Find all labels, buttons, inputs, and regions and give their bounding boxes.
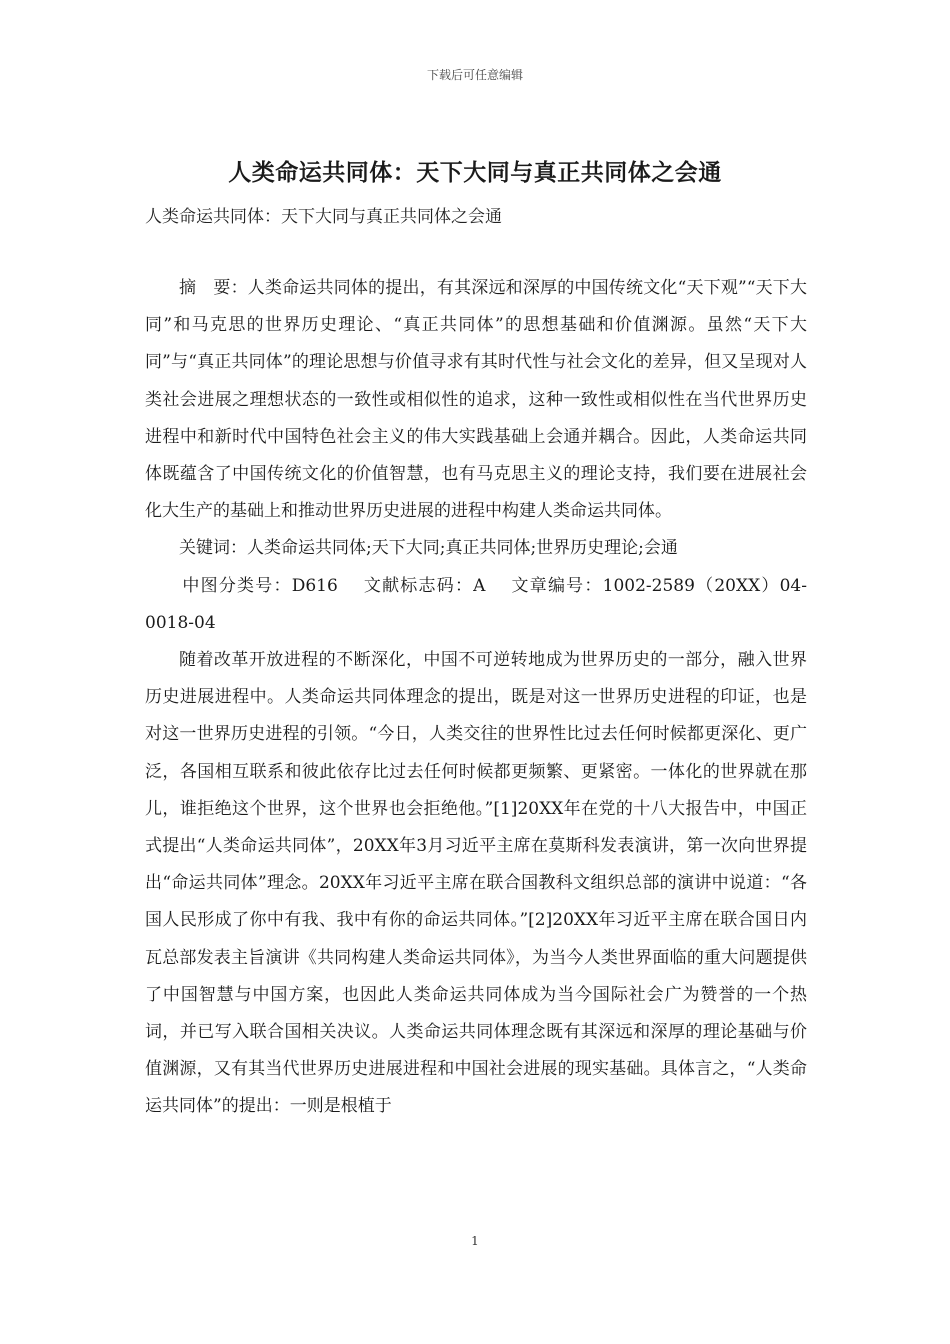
page-number: 1 <box>471 1234 479 1248</box>
document-subtitle: 人类命运共同体：天下大同与真正共同体之会通 <box>145 207 502 227</box>
abstract-paragraph: 摘 要：人类命运共同体的提出，有其深远和深厚的中国传统文化“天下观”“天下大同”和马克思的世界历史理论、“真正共同体”的思想基础和价值渊源。虽然“天下大同”与“真正共同体”的理论思想与价值寻求有其时代性与社会文化的差异，但又呈现对人类社会进展之理想状态的一致性或相似性的追求，这种一致性或相似性在当代世界历史进程中和新时代中国特色社会主义的伟大实践基础上会通并耦合。因此，人类命运共同体既蕴含了中国传统文化的价值智慧，也有马克思主义的理论支持，我们要在进展社会化大生产的基础上和推动世界历史进展的进程中构建人类命运共同体。 <box>145 278 807 522</box>
header-note: 下载后可任意编辑 <box>426 68 523 82</box>
document-title: 人类命运共同体：天下大同与真正共同体之会通 <box>228 159 722 186</box>
keywords-line: 关键词：人类命运共同体;天下大同;真正共同体;世界历史理论;会通 <box>179 538 678 559</box>
classification-line: 中图分类号：D616 文献标志码：A 文章编号：1002-2589（20XX）04-0018-04 <box>145 575 807 633</box>
document-body <box>145 270 807 1126</box>
body-paragraph: 随着改革开放进程的不断深化，中国不可逆转地成为世界历史的一部分，融入世界历史进展进程中。人类命运共同体理念的提出，既是对这一世界历史进程的印证，也是对这一世界历史进程的引领。“今日，人类交往的世界性比过去任何时候都更深化、更广泛，各国相互联系和彼此依存比过去任何时候都更频繁、更紧密。一体化的世界就在那儿，谁拒绝这个世界，这个世界也会拒绝他。”[1]20XX年在党的十八大报告中，中国正式提出“人类命运共同体”，20XX年3月习近平主席在莫斯科发表演讲，第一次向世界提出“命运共同体”理念。20XX年习近平主席在联合国教科文组织总部的演讲中说道：“各国人民形成了你中有我、我中有你的命运共同体。”[2]20XX年习近平主席在联合国日内瓦总部发表主旨演讲《共同构建人类命运共同体》，为当今人类世界面临的重大问题提供了中国智慧与中国方案，也因此人类命运共同体成为当今国际社会广为赞誉的一个热词，并已写入联合国相关决议。人类命运共同体理念既有其深远和深厚的理论基础与价值渊源，又有其当代世界历史进展进程和中国社会进展的现实基础。具体言之，“人类命运共同体”的提出：一则是根植于 <box>145 650 807 1117</box>
